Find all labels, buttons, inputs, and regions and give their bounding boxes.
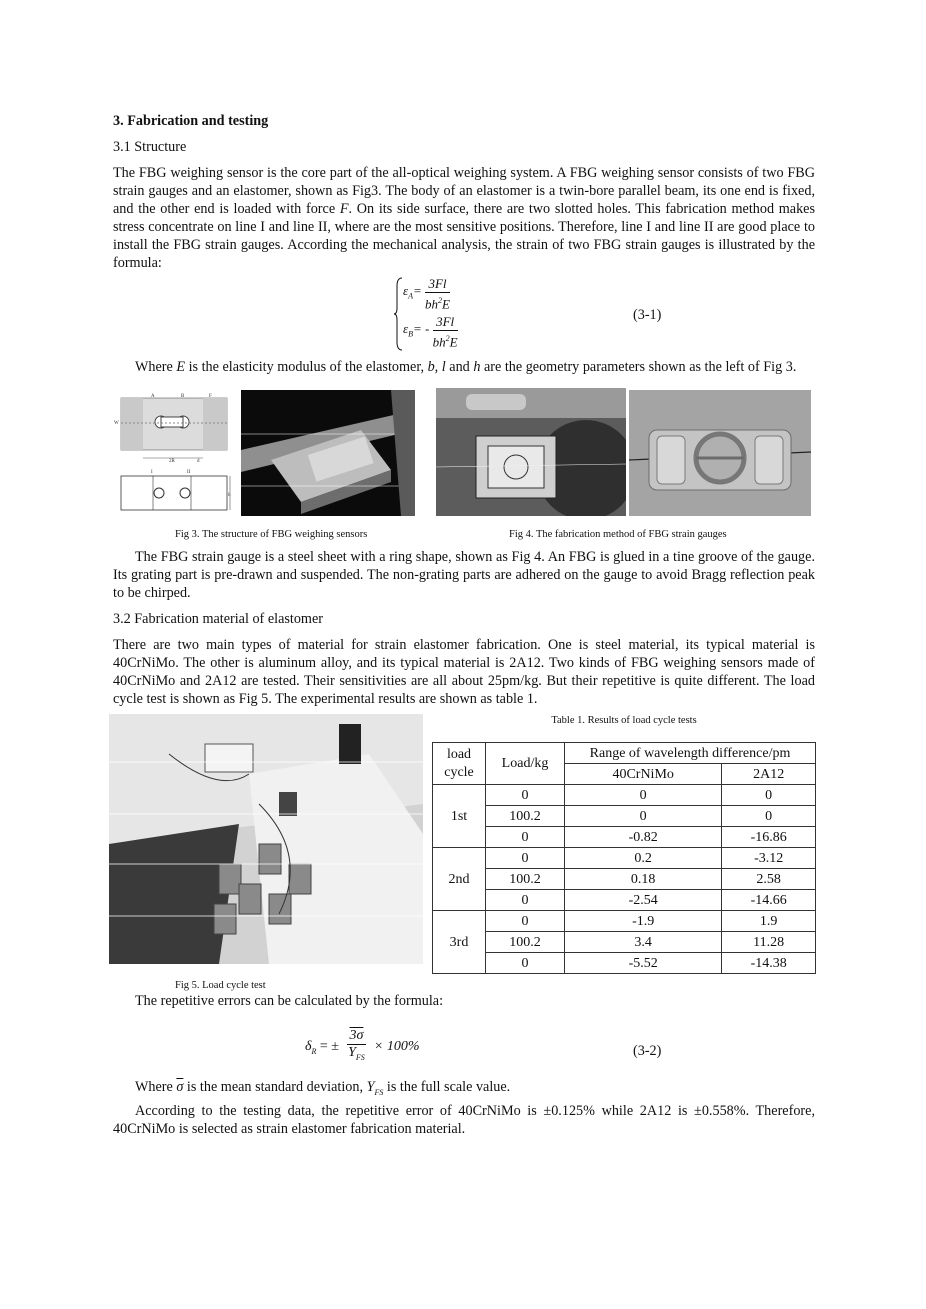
para1-rest-text: . On its side surface, there are two slotted holes. This fabrication method makes stress concentrate on line I and line II, where are the most sensitive positions. Therefore, line I and line II are good place to install the FBG strain gauges. According the mechanical analysis, the strain of two FBG strain gauges is illustrated by the formula:	[113, 201, 815, 271]
para1-text: The FBG weighing sensor is the core part of the all-optical weighing system. A FBG weighing sensor consists of two FBG strain gauges and an elastomer, shown as Fig3. The body of an elastomer is a twin-bore parallel beam, its one end is fixed, and the other end is loaded with force	[113, 165, 815, 217]
table-cell: 0	[486, 827, 565, 848]
header-40crnimo: 40CrNiMo	[565, 764, 722, 785]
table-row	[433, 827, 816, 848]
table-cell: 0	[565, 785, 722, 806]
svg-text:A: A	[151, 394, 155, 399]
table-cell: 0	[486, 911, 565, 932]
fig4-strain-gauge-photo	[629, 390, 811, 516]
fig4-caption: Fig 4. The fabrication method of FBG strain gauges	[509, 529, 727, 540]
table1-container	[432, 712, 816, 974]
equation-brace	[393, 276, 403, 352]
table-cell: 3.4	[565, 932, 722, 953]
figure-row-3-4	[113, 384, 815, 544]
table1-caption: Table 1. Results of load cycle tests	[551, 715, 697, 726]
fraction-a: $\frac{3Fl}{bh^2E}$	[425, 276, 450, 312]
cell-cycle-1st: 1st	[433, 785, 486, 848]
table-cell: 0	[722, 806, 816, 827]
table-cell: 0.2	[565, 848, 722, 869]
fig4-fabrication-photo	[436, 388, 626, 516]
table-cell: -3.12	[722, 848, 816, 869]
paragraph-repetitive-errors: The repetitive errors can be calculated by the formula:	[135, 993, 444, 1009]
header-load-cycle: load cycle	[433, 743, 486, 785]
table-cell: 0.18	[565, 869, 722, 890]
svg-text:I: I	[151, 470, 153, 475]
table-cell: 11.28	[722, 932, 816, 953]
table-cell: 0	[565, 806, 722, 827]
table-row	[433, 848, 816, 869]
table-cell: -14.66	[722, 890, 816, 911]
equation-3-1	[113, 276, 815, 352]
fig3-structure-diagram	[113, 390, 233, 512]
table-cell: -0.82	[565, 827, 722, 848]
section-heading: 3. Fabrication and testing	[113, 113, 269, 129]
cell-cycle-3rd: 3rd	[433, 911, 486, 974]
subsection-structure: 3.1 Structure	[113, 139, 187, 155]
table-cell: 100.2	[486, 806, 565, 827]
header-load: Load/kg	[486, 743, 565, 785]
table-row	[433, 890, 816, 911]
table-cell: 2.58	[722, 869, 816, 890]
table-cell: 0	[486, 953, 565, 974]
svg-text:h: h	[228, 493, 231, 498]
equation-row-b	[403, 314, 458, 350]
para1-force-symbol: F	[339, 201, 349, 217]
svg-text:d: d	[197, 459, 200, 464]
table-row	[433, 785, 816, 806]
table-header-row-1	[433, 743, 816, 764]
equation-3-2	[113, 1018, 815, 1074]
table-cell: -14.38	[722, 953, 816, 974]
fig3-caption: Fig 3. The structure of FBG weighing sensors	[175, 529, 368, 540]
paper-page	[113, 112, 815, 1138]
table-row	[433, 932, 816, 953]
table-cell: 0	[486, 785, 565, 806]
equation-3-2-body: $\delta_R$ = ± $\frac{3\sigma}{Y_{FS}}$ × 100%	[305, 1028, 420, 1062]
svg-text:B: B	[181, 394, 185, 399]
table-cell: -2.54	[565, 890, 722, 911]
table-cell: 0	[722, 785, 816, 806]
fig5-load-cycle-photo	[109, 714, 423, 964]
table-row	[433, 806, 816, 827]
svg-text:F: F	[209, 394, 212, 399]
table-cell: -1.9	[565, 911, 722, 932]
epsilon-a: $\varepsilon_A=$	[403, 283, 422, 301]
table-load-cycle-results	[432, 742, 816, 974]
cell-cycle-2nd: 2nd	[433, 848, 486, 911]
table-row	[433, 911, 816, 932]
paragraph-structure	[113, 164, 815, 272]
paragraph-conclusion: According to the testing data, the repetitive error of 40CrNiMo is ±0.125% while 2A12 is ±0.558%. Therefore, 40CrNiMo is selected as strain elastomer fabrication material.	[113, 1102, 815, 1137]
svg-text:2R: 2R	[169, 459, 175, 464]
table-row	[433, 869, 816, 890]
table-cell: 0	[486, 848, 565, 869]
table-cell: -16.86	[722, 827, 816, 848]
epsilon-b: $\varepsilon_B=$ -	[403, 321, 430, 339]
equation-row-a	[403, 276, 450, 312]
table-cell: 100.2	[486, 869, 565, 890]
equation-number-3-2: (3-2)	[633, 1043, 662, 1059]
fig5-caption: Fig 5. Load cycle test	[175, 980, 266, 991]
fig3-sensor-photo	[241, 390, 415, 516]
paragraph-strain-gauge: The FBG strain gauge is a steel sheet with a ring shape, shown as Fig 4. An FBG is glued in a tine groove of the gauge. Its grating part is pre-drawn and suspended. The non-grating parts are adhered on the gauge to avoid Bragg reflection peak to be chirped.	[113, 549, 815, 601]
table-cell: 0	[486, 890, 565, 911]
table-cell: -5.52	[565, 953, 722, 974]
header-2a12: 2A12	[722, 764, 816, 785]
subsection-material: 3.2 Fabrication material of elastomer	[113, 611, 323, 627]
svg-text:W: W	[114, 421, 119, 426]
paragraph-where-sigma: Where $\overline{\sigma}$ is the mean standard deviation, $Y_{FS}$ is the full scale value.	[135, 1079, 511, 1097]
table-cell: 1.9	[722, 911, 816, 932]
figure5-table1-section	[113, 712, 815, 992]
paragraph-where-e: Where E is the elasticity modulus of the elastomer, b, l and h are the geometry parameters shown as the left of Fig 3.	[135, 359, 797, 375]
header-range: Range of wavelength difference/pm	[565, 743, 816, 764]
table-cell: 100.2	[486, 932, 565, 953]
paragraph-material: There are two main types of material for strain elastomer fabrication. One is steel material, its typical material is 40CrNiMo. The other is aluminum alloy, and its typical material is 2A12. Two kinds of FBG weighing sensors made of 40CrNiMo and 2A12 are tested. Their sensitivities are all about 25pm/kg. But their repetitive is quite different. The load cycle test is shown as Fig 5. The experimental results are shown as table 1.	[113, 637, 815, 707]
table-row	[433, 953, 816, 974]
svg-text:II: II	[187, 470, 191, 475]
equation-number-3-1: (3-1)	[633, 307, 662, 323]
fraction-b: $\frac{3Fl}{bh^2E}$	[432, 314, 458, 350]
